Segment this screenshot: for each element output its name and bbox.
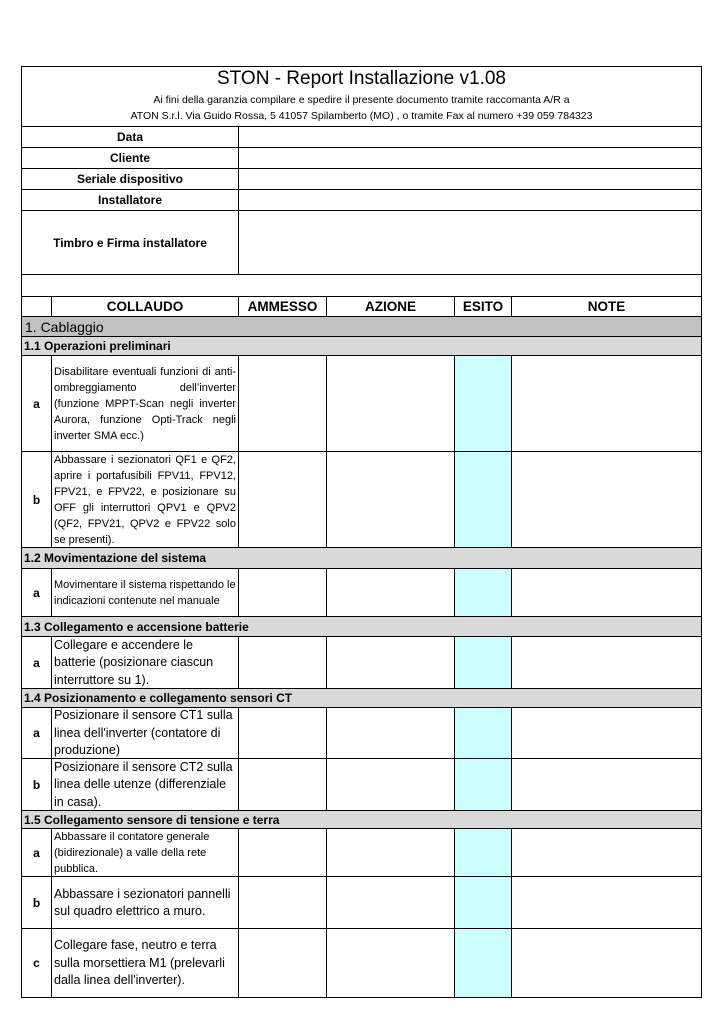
report-title: STON - Report Installazione v1.08	[216, 68, 506, 89]
row-description	[51, 829, 238, 876]
header-note: NOTE	[511, 297, 701, 316]
azione-cell[interactable]	[326, 877, 454, 928]
info-row-installatore	[22, 190, 701, 211]
header-collaudo: COLLAUDO	[51, 297, 238, 316]
row-description	[51, 637, 238, 688]
cliente-field[interactable]	[238, 148, 701, 168]
azione-cell[interactable]	[326, 637, 454, 688]
azione-cell[interactable]	[326, 829, 454, 876]
subsection-1-5: 1.5 Collegamento sensore di tensione e terra	[22, 811, 701, 829]
azione-cell[interactable]	[326, 929, 454, 997]
checklist-row-1-5-b	[22, 877, 701, 929]
esito-cell[interactable]	[454, 356, 511, 451]
section-cablaggio: 1. Cablaggio	[22, 317, 701, 337]
row-letter: a	[33, 845, 40, 860]
checklist-row-1-3-a	[22, 637, 701, 689]
ammesso-cell[interactable]	[238, 452, 326, 547]
note-cell[interactable]	[511, 569, 701, 616]
row-description-text: Movimentare il sistema rispettando le indicazioni contenute nel manuale	[54, 579, 236, 607]
info-row-seriale	[22, 169, 701, 190]
checklist-row-1-1-b	[22, 452, 701, 548]
row-letter: a	[33, 726, 40, 740]
header-letter-cell	[22, 297, 51, 316]
azione-cell[interactable]	[326, 452, 454, 547]
checklist-row-1-1-a	[22, 356, 701, 452]
header-azione: AZIONE	[326, 297, 454, 316]
row-letter: a	[33, 585, 40, 600]
subsection-1-1: 1.1 Operazioni preliminari	[22, 337, 701, 356]
timbro-field[interactable]	[238, 211, 701, 274]
note-cell[interactable]	[511, 929, 701, 997]
info-row-cliente	[22, 148, 701, 169]
data-label: Data	[116, 130, 143, 144]
title-block	[22, 67, 701, 127]
row-description	[51, 759, 238, 810]
azione-cell[interactable]	[326, 759, 454, 810]
row-description-text: Posizionare il sensore CT2 sulla linea delle utenze (differenziale in casa).	[54, 759, 233, 809]
azione-cell[interactable]	[326, 708, 454, 758]
timbro-label: Timbro e Firma installatore	[53, 235, 207, 250]
column-header-row	[22, 297, 701, 317]
checklist-row-1-4-b	[22, 759, 701, 811]
info-row-data	[22, 127, 701, 148]
ammesso-cell[interactable]	[238, 929, 326, 997]
instructions-line-2: ATON S.r.l. Via Guido Rossa, 5 41057 Spilamberto (MO) , o tramite Fax al numero +39 059 784323	[130, 110, 593, 122]
installatore-label: Installatore	[97, 193, 163, 207]
row-description	[51, 452, 238, 547]
azione-cell[interactable]	[326, 569, 454, 616]
azione-cell[interactable]	[326, 356, 454, 451]
seriale-label: Seriale dispositivo	[76, 172, 184, 186]
checklist-row-1-5-a	[22, 829, 701, 877]
esito-cell[interactable]	[454, 569, 511, 616]
row-letter: b	[32, 492, 41, 507]
esito-cell[interactable]	[454, 929, 511, 997]
note-cell[interactable]	[511, 452, 701, 547]
row-letter: a	[33, 396, 40, 411]
seriale-field[interactable]	[238, 169, 701, 189]
note-cell[interactable]	[511, 708, 701, 758]
header-esito: ESITO	[454, 297, 511, 316]
row-description	[51, 929, 238, 997]
row-description-text: Abbassare i sezionatori pannelli sul quadro elettrico a muro.	[54, 886, 231, 918]
ammesso-cell[interactable]	[238, 569, 326, 616]
note-cell[interactable]	[511, 759, 701, 810]
row-description-text: Posizionare il sensore CT1 sulla linea dell'inverter (contatore di produzione)	[54, 708, 233, 758]
instructions-line-1: Ai fini della garanzia compilare e spedire il presente documento tramite raccomanta A/R a	[153, 94, 570, 106]
row-description-text: Disabilitare eventuali funzioni di anti-ombreggiamento dell’inverter (funzione MPPT-Scan negli inverter Aurora, funzione Opti-Track negli inverter SMA ecc.)	[54, 366, 236, 442]
subsection-1-3: 1.3 Collegamento e accensione batterie	[22, 617, 701, 637]
esito-cell[interactable]	[454, 759, 511, 810]
info-row-timbro	[22, 211, 701, 275]
header-ammesso: AMMESSO	[238, 297, 326, 316]
ammesso-cell[interactable]	[238, 356, 326, 451]
esito-cell[interactable]	[454, 877, 511, 928]
row-description	[51, 708, 238, 758]
ammesso-cell[interactable]	[238, 708, 326, 758]
subsection-1-4: 1.4 Posizionamento e collegamento sensori CT	[22, 689, 701, 708]
note-cell[interactable]	[511, 877, 701, 928]
esito-cell[interactable]	[454, 452, 511, 547]
row-letter: b	[32, 895, 41, 910]
cliente-label: Cliente	[109, 151, 150, 165]
installatore-field[interactable]	[238, 190, 701, 210]
row-description-text: Abbassare i sezionatori QF1 e QF2, aprire i portafusibili FPV11, FPV12, FPV21, e FPV22, e posizionare su OFF gli interruttori QPV1 e QPV2 (QF2, FPV21, QPV2 e FPV22 solo se presenti).	[54, 454, 236, 546]
checklist-row-1-5-c	[22, 929, 701, 997]
row-description	[51, 569, 238, 616]
row-description-text: Abbassare il contatore generale (bidirezionale) a valle della rete pubblica.	[54, 831, 210, 875]
spacer-row	[22, 275, 701, 297]
row-letter: c	[33, 956, 40, 970]
ammesso-cell[interactable]	[238, 637, 326, 688]
note-cell[interactable]	[511, 637, 701, 688]
esito-cell[interactable]	[454, 829, 511, 876]
ammesso-cell[interactable]	[238, 829, 326, 876]
subsection-1-2: 1.2 Movimentazione del sistema	[22, 548, 701, 569]
row-letter: a	[33, 655, 40, 670]
row-description	[51, 877, 238, 928]
row-letter: b	[32, 777, 41, 792]
esito-cell[interactable]	[454, 708, 511, 758]
checklist-row-1-4-a	[22, 708, 701, 759]
row-description-text: Collegare e accendere le batterie (posizionare ciascun interruttore su 1).	[54, 637, 214, 687]
row-description-text: Collegare fase, neutro e terra sulla morsettiera M1 (prelevarli dalla linea dell'inverter).	[54, 938, 225, 988]
esito-cell[interactable]	[454, 637, 511, 688]
checklist-row-1-2-a	[22, 569, 701, 617]
installation-report-form	[21, 66, 702, 998]
row-description	[51, 356, 238, 451]
ammesso-cell[interactable]	[238, 877, 326, 928]
note-cell[interactable]	[511, 356, 701, 451]
ammesso-cell[interactable]	[238, 759, 326, 810]
note-cell[interactable]	[511, 829, 701, 876]
data-field[interactable]	[238, 127, 701, 147]
